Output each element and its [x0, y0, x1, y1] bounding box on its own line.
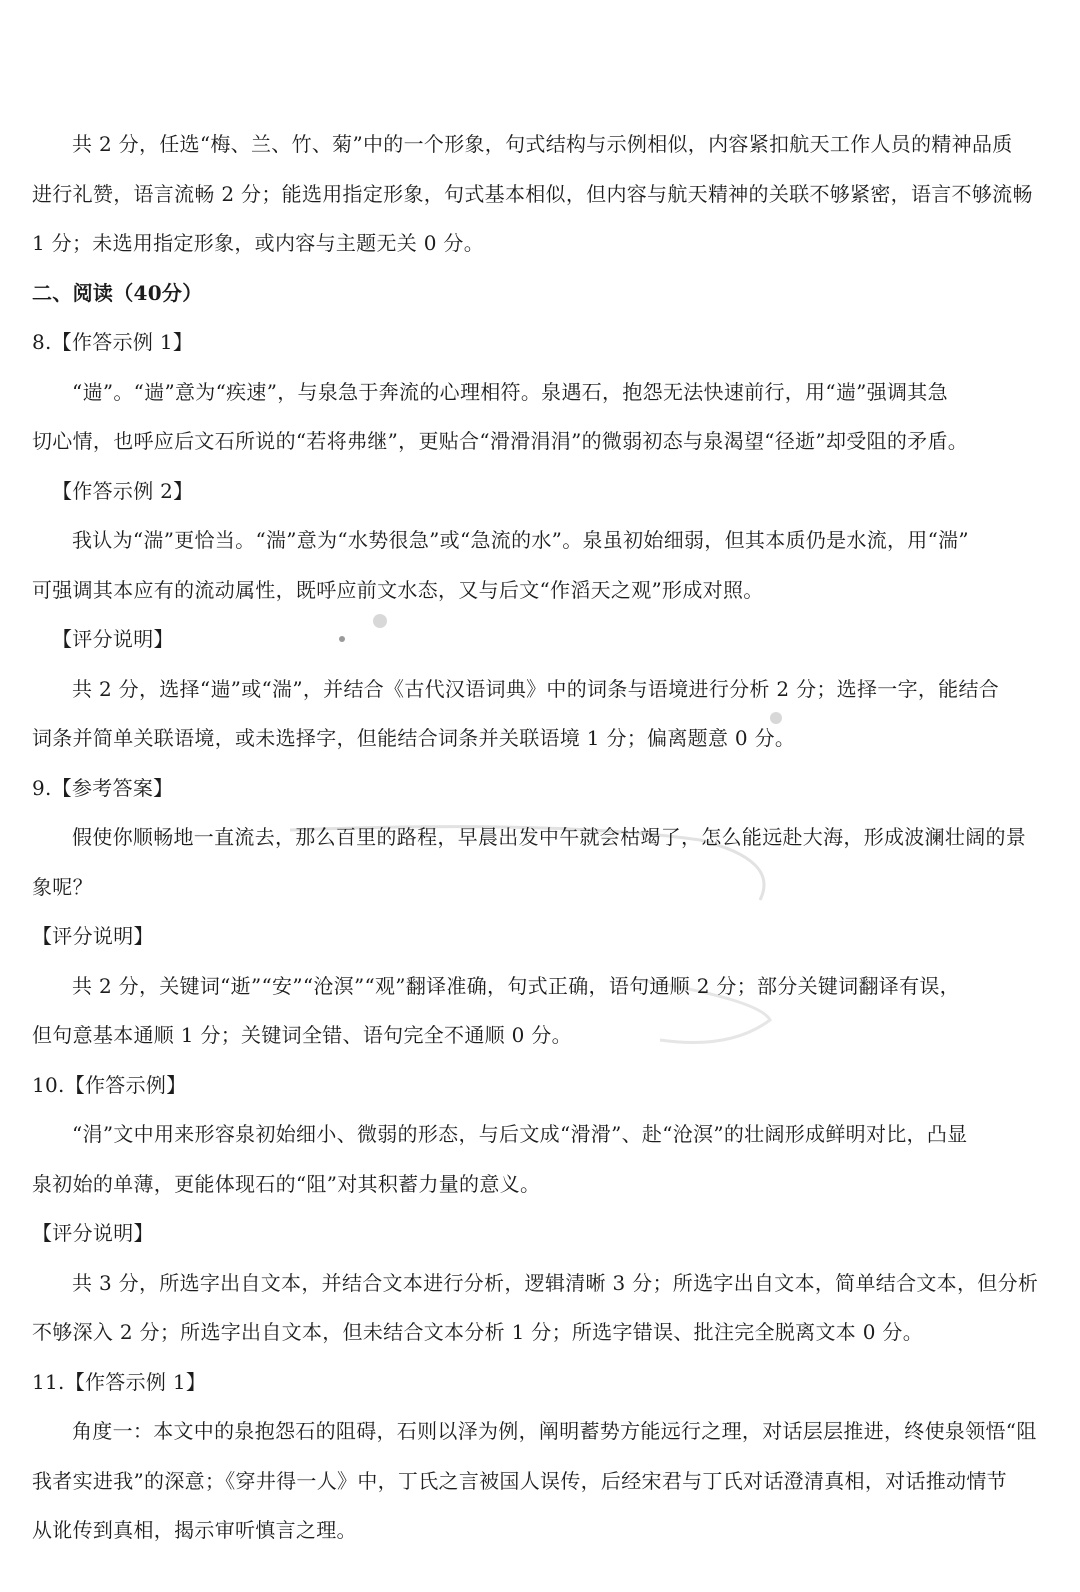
- paragraph-line: 可强调其本应有的流动属性，既呼应前文水态，又与后文“作滔天之观”形成对照。: [32, 578, 764, 602]
- paragraph-line: 但句意基本通顺 1 分；关键词全错、语句完全不通顺 0 分。: [32, 1023, 572, 1047]
- paragraph-line: 泉初始的单薄，更能体现石的“阻”对其积蓄力量的意义。: [32, 1172, 541, 1196]
- paragraph-line: 从讹传到真相，揭示审听慎言之理。: [32, 1518, 357, 1542]
- scan-dot: [373, 614, 387, 628]
- paragraph-line: 不够深入 2 分；所选字出自文本，但未结合文本分析 1 分；所选字错误、批注完全脱离文本 0 分。: [32, 1320, 924, 1344]
- paragraph-line: 角度一：本文中的泉抱怨石的阻碍，石则以泽为例，阐明蓄势方能远行之理，对话层层推进，终使泉领悟“阻: [72, 1419, 1037, 1443]
- question-heading: 11.【作答示例 1】: [32, 1370, 207, 1394]
- scoring-heading: 【评分说明】: [52, 627, 174, 651]
- paragraph-line: 我者实进我”的深意；《穿井得一人》中，丁氏之言被国人误传，后经宋君与丁氏对话澄清真相，对话推动情节: [32, 1469, 1007, 1493]
- paragraph-line: 1 分；未选用指定形象，或内容与主题无关 0 分。: [32, 231, 485, 255]
- paragraph-line: 词条并简单关联语境，或未选择字，但能结合词条并关联语境 1 分；偏离题意 0 分。: [32, 726, 796, 750]
- scoring-heading: 【评分说明】: [32, 924, 154, 948]
- question-heading: 9.【参考答案】: [32, 776, 174, 800]
- question-heading: 10.【作答示例】: [32, 1073, 187, 1097]
- paragraph-line: 共 3 分，所选字出自文本，并结合文本进行分析，逻辑清晰 3 分；所选字出自文本，简单结合文本，但分析: [72, 1271, 1039, 1295]
- paragraph-line: 切心情，也呼应后文石所说的“若将弗继”，更贴合“滑滑涓涓”的微弱初态与泉渴望“径逝”却受阻的矛盾。: [32, 429, 969, 453]
- paragraph-line: 共 2 分，选择“遄”或“湍”，并结合《古代汉语词典》中的词条与语境进行分析 2 分；选择一字，能结合: [72, 677, 1000, 701]
- section-heading: 二、阅读（40分）: [32, 281, 203, 305]
- scoring-heading: 【评分说明】: [32, 1221, 154, 1245]
- paragraph-line: “遄”。“遄”意为“疾速”，与泉急于奔流的心理相符。泉遇石，抱怨无法快速前行，用“遄”强调其急: [72, 380, 948, 404]
- paragraph-line: 象呢？: [32, 875, 93, 899]
- answer-heading: 【作答示例 2】: [52, 479, 194, 503]
- paragraph-line: 我认为“湍”更恰当。“湍”意为“水势很急”或“急流的水”。泉虽初始细弱，但其本质仍是水流，用“湍”: [72, 528, 969, 552]
- paragraph-line: 共 2 分，任选“梅、兰、竹、菊”中的一个形象，句式结构与示例相似，内容紧扣航天工作人员的精神品质: [72, 132, 1013, 156]
- scan-dot: [770, 712, 782, 724]
- scan-dot: [339, 636, 345, 642]
- paragraph-line: 进行礼赞，语言流畅 2 分；能选用指定形象，句式基本相似，但内容与航天精神的关联不够紧密，语言不够流畅: [32, 182, 1033, 206]
- question-heading: 8.【作答示例 1】: [32, 330, 194, 354]
- paragraph-line: “涓”文中用来形容泉初始细小、微弱的形态，与后文成“滑滑”、赴“沧溟”的壮阔形成鲜明对比，凸显: [72, 1122, 968, 1146]
- paragraph-line: 假使你顺畅地一直流去，那么百里的路程，早晨出发中午就会枯竭了，怎么能远赴大海，形成波澜壮阔的景: [72, 825, 1027, 849]
- paragraph-line: 共 2 分，关键词“逝”“安”“沧溟”“观”翻译准确，句式正确，语句通顺 2 分；部分关键词翻译有误，: [72, 974, 960, 998]
